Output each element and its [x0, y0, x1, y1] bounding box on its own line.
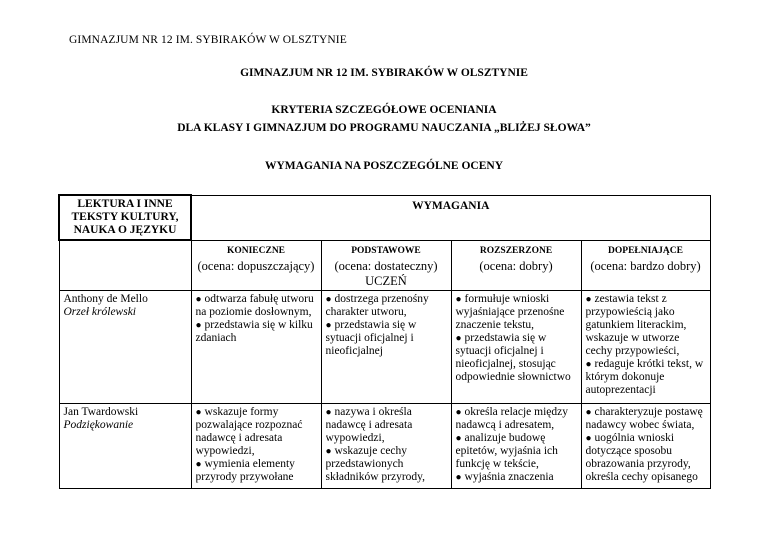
bullet-icon: ●: [325, 445, 332, 457]
requirement-text: redaguje krótki tekst, w którym dokonuje autoprezentacji: [585, 357, 704, 396]
requirement-text: formułuje wnioski wyjaśniające przenośne znaczenie tekstu,: [455, 292, 565, 331]
level-header: [191, 240, 321, 290]
requirement-text: przedstawia się w kilku zdaniach: [195, 318, 313, 344]
student-label: UCZEŃ: [365, 273, 407, 288]
level-grade: (ocena: dobry): [479, 258, 553, 273]
requirement-item: [586, 432, 706, 484]
requirement-text: nazywa i określa nadawcę i adresata wypowiedzi,: [325, 405, 413, 444]
requirement-text: uogólnia wnioski dotyczące sposobu obrazowania przyrody, określa cechy opisanego: [585, 431, 698, 483]
bullet-icon: ●: [195, 293, 202, 305]
requirement-item: [456, 293, 577, 332]
requirement-item: [586, 406, 706, 432]
requirement-item: [586, 358, 706, 397]
bullet-icon: ●: [195, 406, 202, 418]
requirement-item: [196, 319, 317, 345]
requirement-item: [586, 293, 706, 358]
requirement-item: [196, 406, 317, 458]
requirements-title: WYMAGANIA NA POSZCZEGÓLNE OCENY: [264, 160, 503, 172]
requirement-item: [456, 332, 577, 384]
requirement-cell: [321, 290, 451, 403]
requirement-list: [586, 293, 706, 397]
bullet-icon: ●: [585, 293, 592, 305]
requirement-item: [326, 319, 447, 358]
page-running-header: GIMNAZJUM NR 12 IM. SYBIRAKÓW W OLSZTYNIE: [69, 34, 347, 46]
school-title: GIMNAZJUM NR 12 IM. SYBIRAKÓW W OLSZTYNIE: [240, 67, 528, 79]
author-name: Anthony de Mello: [63, 292, 148, 305]
requirement-cell: [451, 403, 581, 488]
requirement-text: wymienia elementy przyrody przywołane: [195, 457, 295, 483]
level-header: [581, 240, 710, 290]
bullet-icon: ●: [585, 358, 592, 370]
requirement-item: [456, 471, 577, 484]
bullet-icon: ●: [325, 406, 332, 418]
work-cell: [59, 290, 191, 403]
requirement-cell: [191, 403, 321, 488]
level-name: PODSTAWOWE: [351, 245, 421, 256]
requirement-text: wskazuje formy pozwalające rozpoznać nadawcę i adresata wypowiedzi,: [195, 405, 303, 457]
requirement-text: odtwarza fabułę utworu na poziomie dosłownym,: [195, 292, 314, 318]
requirement-text: zestawia tekst z przypowieścią jako gatunkiem literackim, wskazuje w utworze cechy przypowieści,: [585, 292, 687, 357]
requirement-text: przedstawia się w sytuacji oficjalnej i nieoficjalnej, stosując odpowiednie słownictwo: [455, 331, 571, 383]
header-blank-cell: [59, 240, 191, 290]
level-grade: (ocena: bardzo dobry): [590, 258, 701, 273]
level-name: ROZSZERZONE: [479, 245, 553, 256]
requirement-text: charakteryzuje postawę nadawcy wobec świata,: [585, 405, 703, 431]
header-works-column: [59, 195, 191, 240]
requirement-list: [196, 406, 317, 484]
requirement-item: [196, 458, 317, 484]
bullet-icon: ●: [455, 332, 462, 344]
criteria-title: KRYTERIA SZCZEGÓŁOWE OCENIANIA: [271, 104, 497, 116]
bullet-icon: ●: [585, 432, 592, 444]
requirement-list: [586, 406, 706, 484]
work-cell: [59, 403, 191, 488]
requirement-cell: [191, 290, 321, 403]
requirement-item: [456, 406, 577, 432]
work-title: Podziękowanie: [63, 418, 134, 431]
requirement-list: [456, 293, 577, 384]
level-name: DOPEŁNIAJĄCE: [608, 245, 683, 256]
requirement-text: wskazuje cechy przedstawionych składników przyrody,: [325, 444, 426, 483]
header-requirements-label: WYMAGANIA: [412, 199, 490, 212]
requirement-cell: [451, 290, 581, 403]
requirement-cell: [581, 290, 710, 403]
requirement-list: [196, 293, 317, 345]
requirement-text: wyjaśnia znaczenia: [464, 470, 554, 483]
requirements-table: [58, 194, 711, 489]
bullet-icon: ●: [325, 319, 332, 331]
bullet-icon: ●: [195, 319, 202, 331]
header-requirements: [191, 195, 710, 240]
requirement-item: [326, 445, 447, 484]
requirement-item: [326, 293, 447, 319]
requirement-list: [456, 406, 577, 484]
level-header: [451, 240, 581, 290]
work-title: Orzeł królewski: [63, 305, 137, 318]
requirement-text: dostrzega przenośny charakter utworu,: [325, 292, 429, 318]
requirement-list: [326, 293, 447, 358]
bullet-icon: ●: [455, 471, 462, 483]
class-title: DLA KLASY I GIMNAZJUM DO PROGRAMU NAUCZANIA „BLIŻEJ SŁOWA”: [177, 122, 591, 134]
requirement-text: analizuje budowę epitetów, wyjaśnia ich funkcję w tekście,: [455, 431, 558, 470]
level-name: KONIECZNE: [226, 245, 286, 256]
bullet-icon: ●: [455, 293, 462, 305]
bullet-icon: ●: [455, 432, 462, 444]
requirement-list: [326, 406, 447, 484]
requirement-item: [456, 432, 577, 471]
bullet-icon: ●: [195, 458, 202, 470]
bullet-icon: ●: [585, 406, 592, 418]
bullet-icon: ●: [455, 406, 462, 418]
requirement-text: określa relacje między nadawcą i adresatem,: [455, 405, 568, 431]
requirement-cell: [321, 403, 451, 488]
requirement-item: [326, 406, 447, 445]
level-grade: (ocena: dopuszczający): [197, 258, 315, 273]
header-works-label: LEKTURA I INNE TEKSTY KULTURY, NAUKA O JĘZYKU: [71, 198, 179, 236]
author-name: Jan Twardowski: [63, 405, 139, 418]
requirement-item: [196, 293, 317, 319]
level-grade: (ocena: dostateczny): [334, 258, 438, 273]
bullet-icon: ●: [325, 293, 332, 305]
level-header: [321, 240, 451, 290]
requirement-cell: [581, 403, 710, 488]
requirement-text: przedstawia się w sytuacji oficjalnej i nieoficjalnej: [325, 318, 417, 357]
